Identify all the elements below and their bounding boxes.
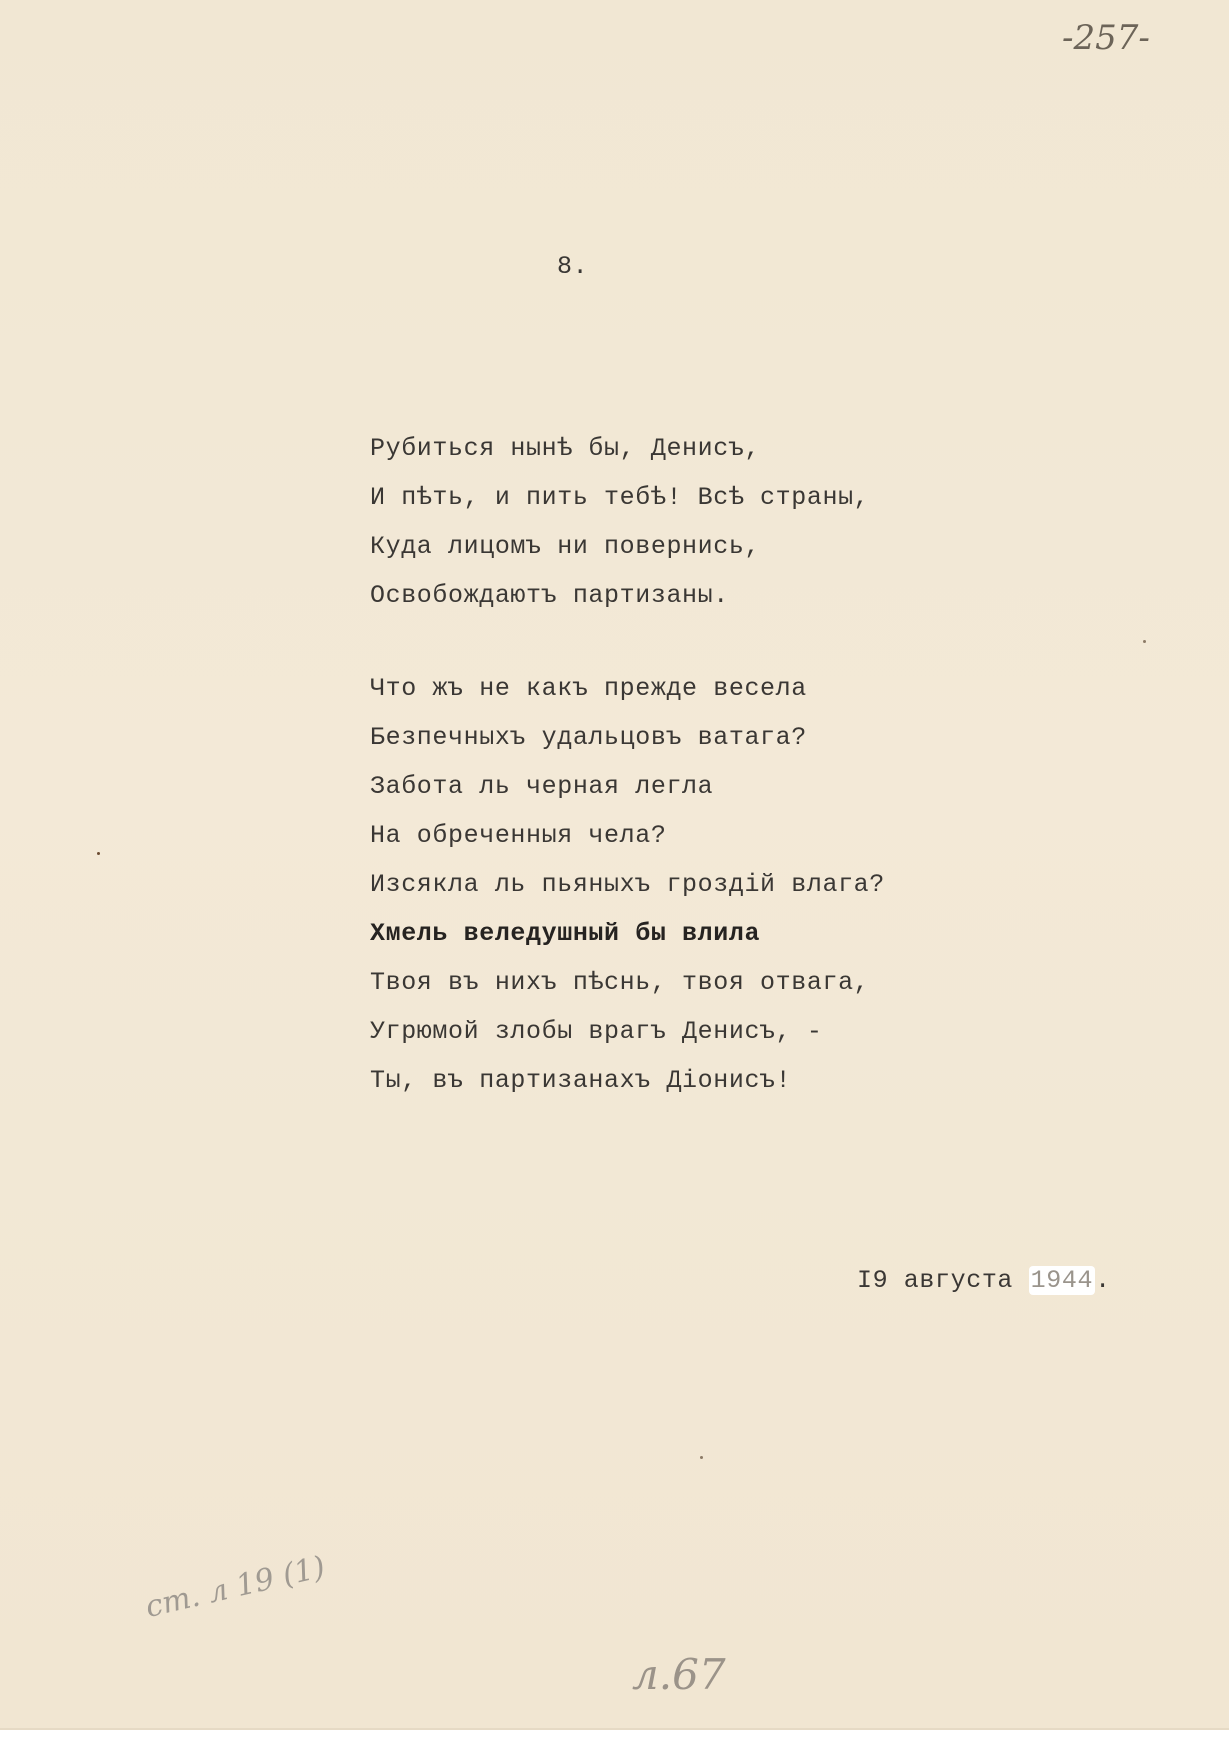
verse-line: Твоя въ нихъ пѣснь, твоя отвага, [370, 968, 870, 997]
pencil-folio-number: л.67 [632, 1650, 726, 1699]
stanza-1 [0, 424, 870, 610]
date-period: . [1095, 1266, 1111, 1295]
poem-date [857, 1266, 1111, 1295]
verse-line: Угрюмой злобы врагъ Денисъ, - [370, 1017, 823, 1046]
paper-speck [1143, 640, 1146, 643]
archive-folio-number: -257- [1062, 18, 1150, 58]
verse-line: Рубиться нынѣ бы, Денисъ, [370, 434, 761, 463]
paper-speck [700, 1456, 703, 1459]
verse-line: На обреченныя чела? [370, 821, 667, 850]
verse-line: Ты, въ партизанахъ Діонисъ! [370, 1066, 792, 1095]
pencil-date-annotation: ст. л 19 (1) [142, 1549, 329, 1625]
verse-line: Забота ль черная легла [370, 772, 714, 801]
verse-line: Освобождаютъ партизаны. [370, 581, 729, 610]
date-day-month: I9 августа [857, 1266, 1029, 1295]
verse-line: И пѣть, и пить тебѣ! Всѣ страны, [370, 483, 870, 512]
verse-line: Что жъ не какъ прежде весела [370, 674, 807, 703]
poem-number: 8. [557, 252, 589, 281]
verse-line: Изсякла ль пьяныхъ гроздій влага? [370, 870, 885, 899]
verse-line: Безпечныхъ удальцовъ ватага? [370, 723, 807, 752]
verse-line: Куда лицомъ ни повернись, [370, 532, 761, 561]
verse-line-overtyped: Хмель веледушный бы влила [370, 919, 761, 948]
date-year-erased: 1944 [1030, 1266, 1094, 1295]
stanza-2 [0, 664, 885, 1095]
paper-speck [97, 852, 100, 855]
